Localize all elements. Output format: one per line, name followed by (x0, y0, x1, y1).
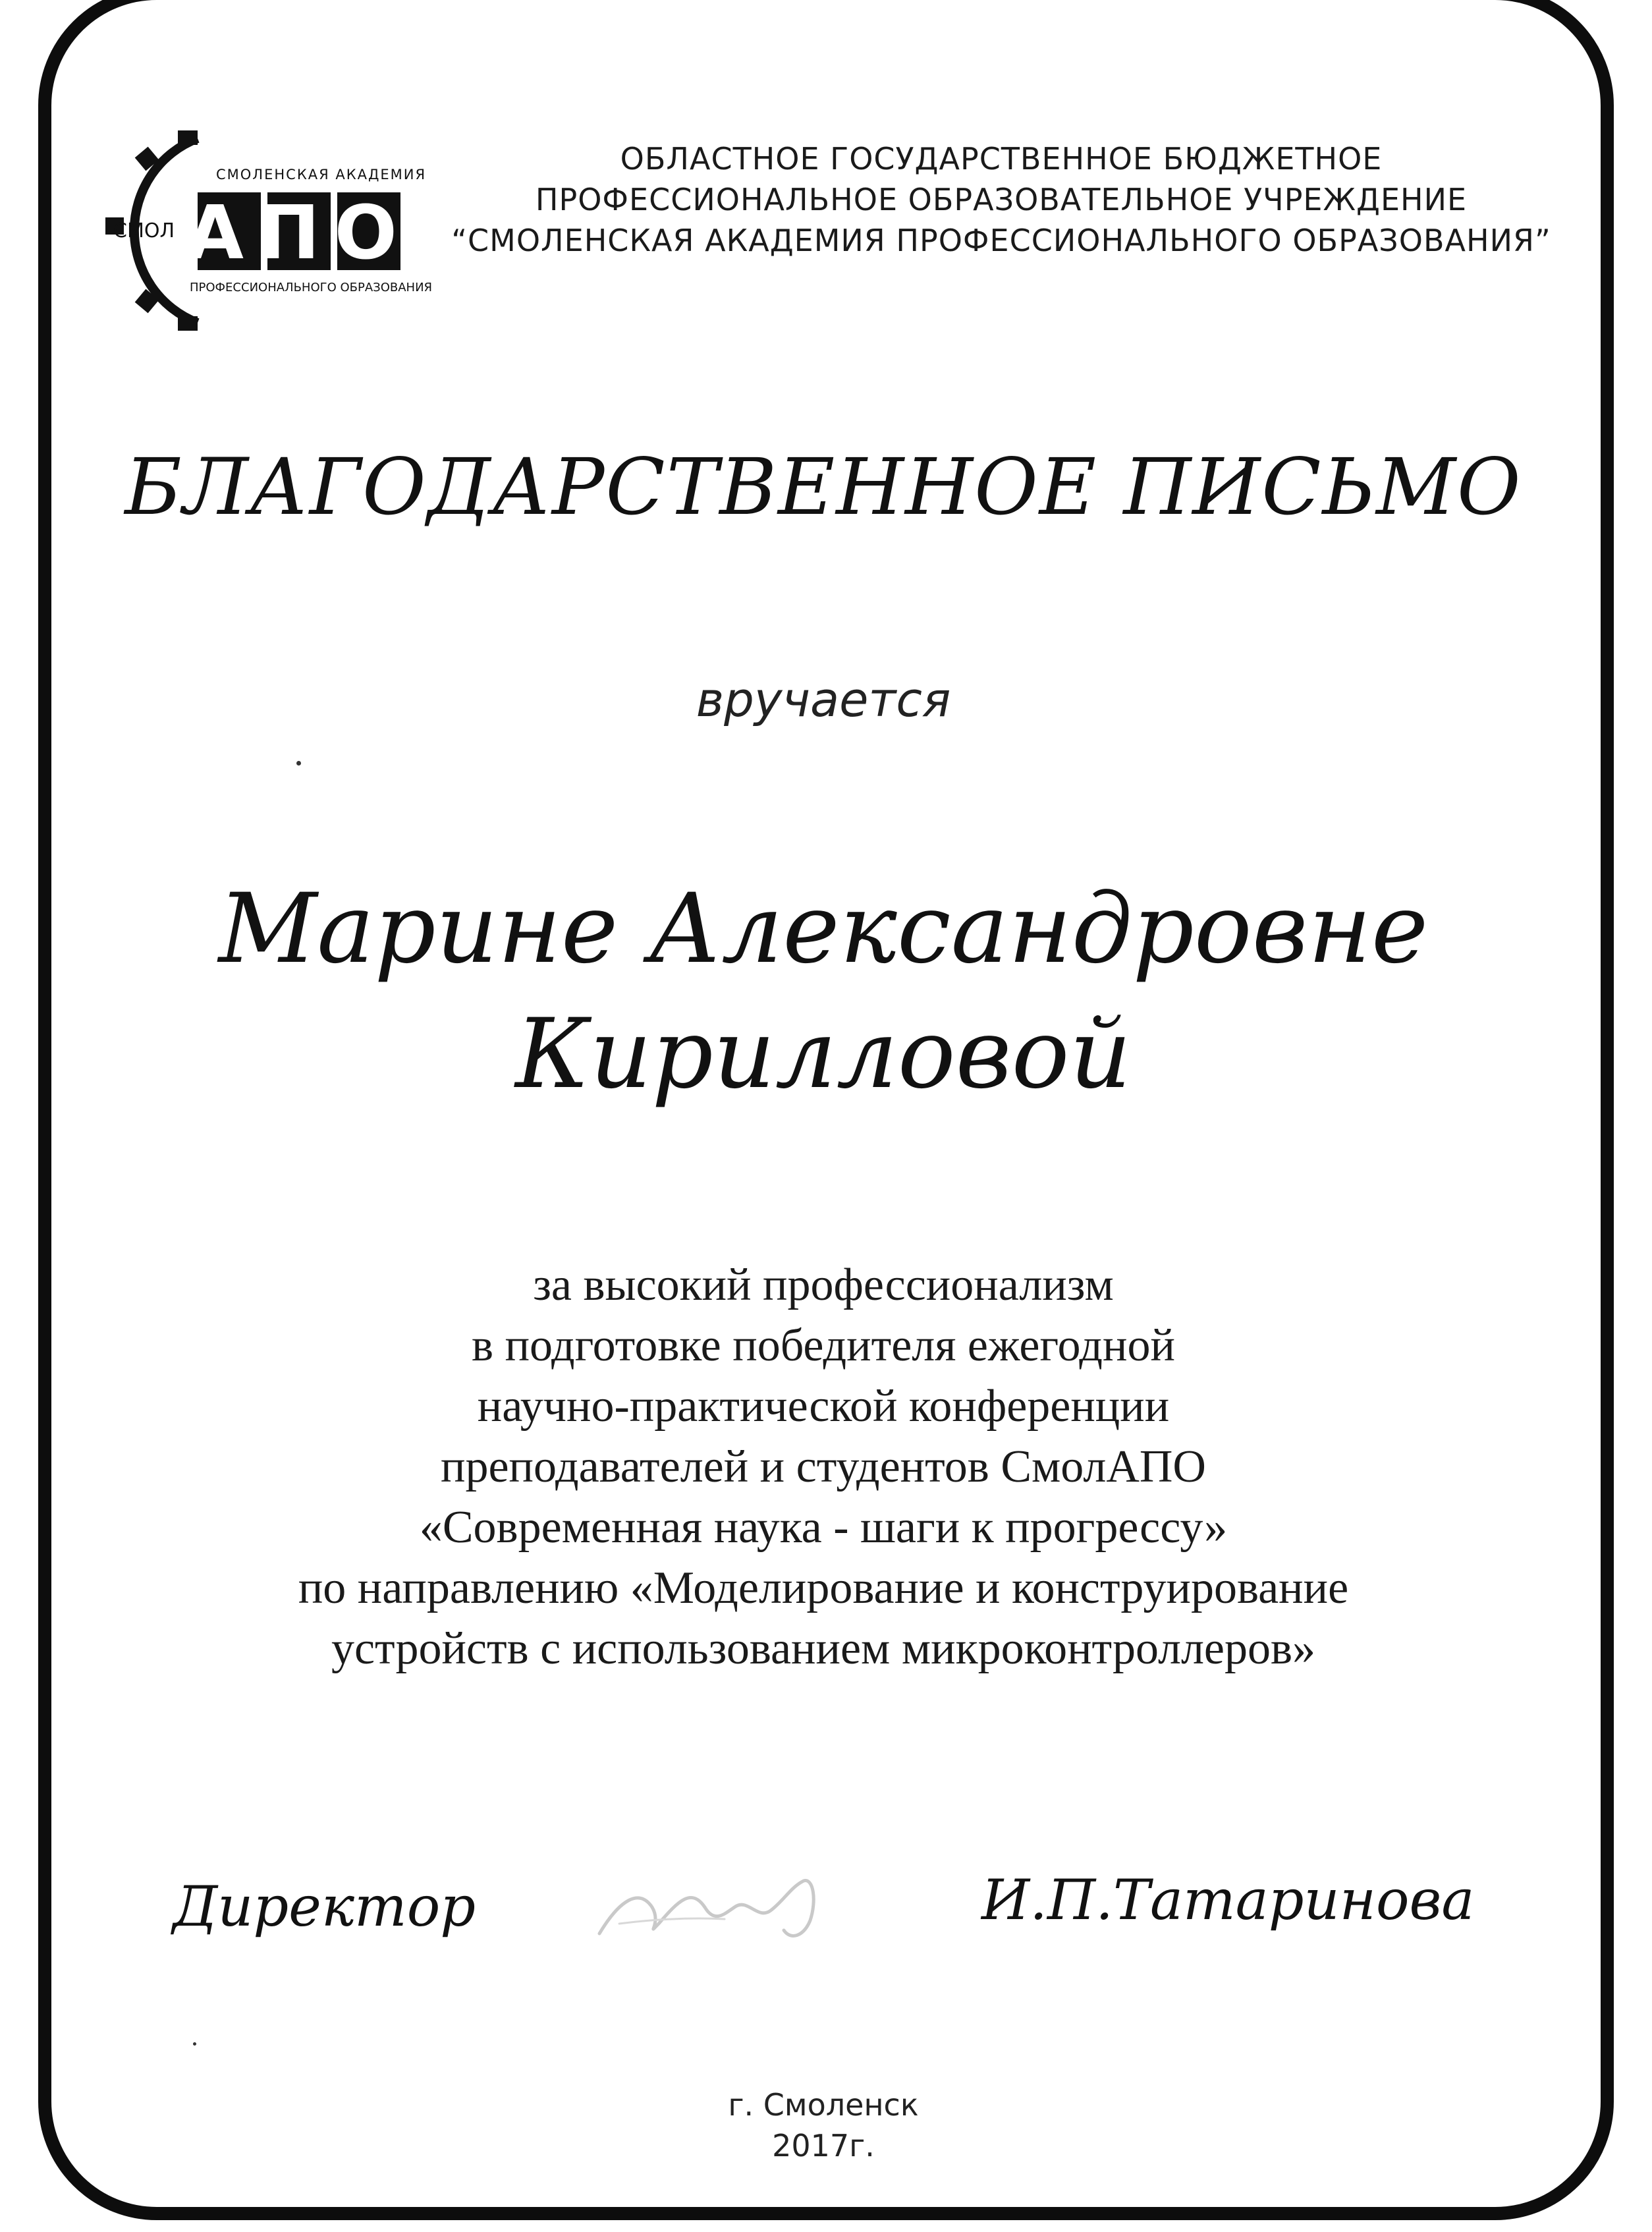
footer-year: 2017г. (772, 2128, 875, 2163)
logo-subtitle: ПРОФЕССИОНАЛЬНОГО ОБРАЗОВАНИЯ (190, 281, 433, 294)
footer-city: г. Смоленск (728, 2087, 919, 2123)
awarded-text: вручается (696, 672, 951, 727)
academy-logo (99, 119, 441, 336)
reason-line: преподавателей и студентов СмолАПО (441, 1441, 1206, 1492)
logo-arc-text: СМОЛЕНСКАЯ АКАДЕМИЯ (216, 167, 427, 182)
header-line-3: “СМОЛЕНСКАЯ АКАДЕМИЯ ПРОФЕССИОНАЛЬНОГО ОБРАЗОВАНИЯ” (451, 223, 1551, 258)
document-title: БЛАГОДАРСТВЕННОЕ ПИСЬМО (124, 441, 1522, 532)
award-reason (66, 1255, 1581, 1679)
scan-speck (193, 2042, 196, 2046)
director-position: Директор (173, 1874, 476, 1939)
recipient-line-1: Марине Александровне (218, 873, 1429, 985)
recipient-line-2: Кирилловой (515, 998, 1132, 1110)
logo-prefix: СМОЛ (113, 219, 175, 242)
header-line-2: ПРОФЕССИОНАЛЬНОЕ ОБРАЗОВАТЕЛЬНОЕ УЧРЕЖДЕНИЕ (535, 182, 1468, 217)
header-line-1: ОБЛАСТНОЕ ГОСУДАРСТВЕННОЕ БЮДЖЕТНОЕ (620, 141, 1383, 177)
recipient-name (66, 866, 1581, 1117)
reason-line: за высокий профессионализм (533, 1260, 1114, 1310)
logo-main: АПО (186, 190, 412, 276)
reason-line: устройств с использованием микроконтроллеров» (331, 1623, 1316, 1674)
reason-line: «Современная наука - шаги к прогрессу» (419, 1502, 1228, 1553)
handwritten-signature (593, 1861, 843, 1953)
reason-line: научно-практической конференции (477, 1381, 1170, 1432)
reason-line: по направлению «Моделирование и конструирование (298, 1563, 1349, 1613)
institution-header (422, 138, 1581, 261)
reason-line: в подготовке победителя ежегодной (472, 1320, 1175, 1371)
scan-speck (296, 761, 301, 766)
director-name: И.П.Татаринова (981, 1868, 1475, 1932)
